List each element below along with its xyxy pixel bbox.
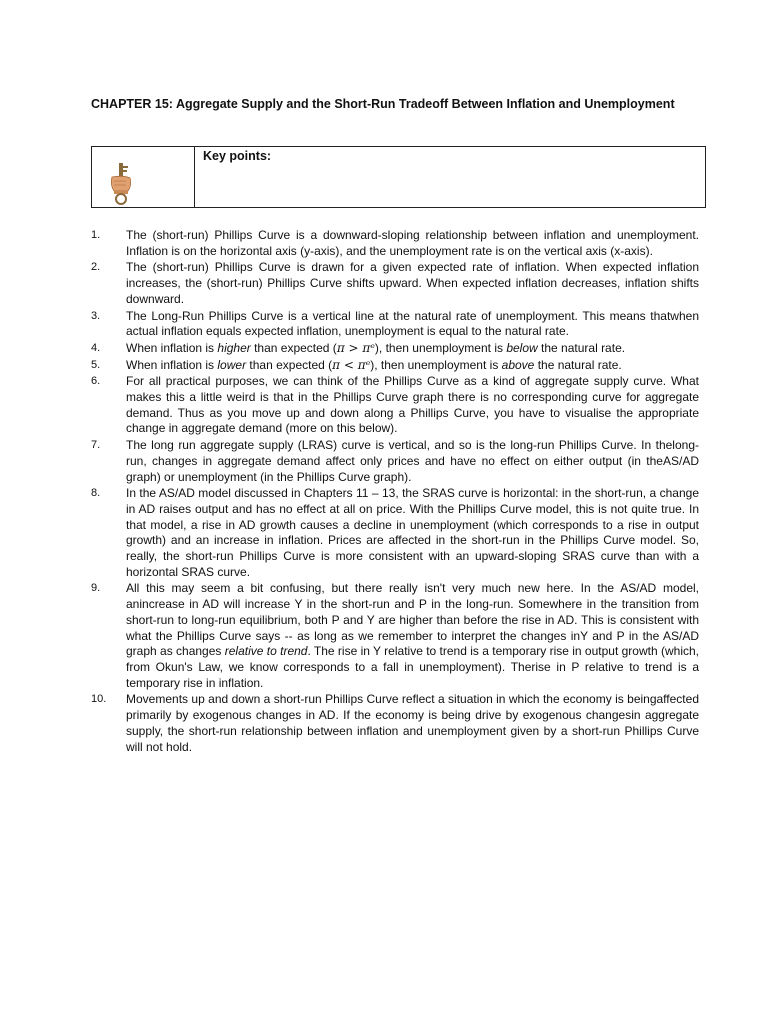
- list-item: [91, 341, 699, 357]
- list-item: [91, 692, 699, 755]
- item-text: When inflation is: [126, 357, 218, 372]
- item-text: In the AS/AD model discussed in Chapters 11 – 13, the SRAS curve is horizontal: in the short-run, a change in AD raises output and has no effect at all on price. With the Phillips Curve model, this is not quite true. In that model, a rise in AD growth causes a decline in unemployment (which corresponds to a rise in output growth) and an increase in inflation. Prices are affected in the short-run in the Phillips Curve model. So, really, the short-run Phillips Curve is more consistent with an upward-sloping SRAS curve than with a horizontal SRAS curve.: [126, 486, 699, 579]
- item-text: than expected (: [250, 340, 337, 355]
- item-number: 7.: [91, 439, 101, 452]
- list-item: [91, 309, 699, 340]
- emphasis: relative to trend: [224, 644, 308, 659]
- math-expression: π < πᵉ: [332, 357, 371, 372]
- item-number: 4.: [91, 341, 101, 354]
- list-item: [91, 438, 699, 485]
- item-text: ), then unemployment is: [374, 340, 507, 355]
- item-text: the natural rate.: [537, 340, 626, 355]
- key-points-label: Key points:: [203, 149, 272, 163]
- item-number: 6.: [91, 375, 101, 388]
- emphasis: lower: [217, 357, 247, 372]
- list-item: [91, 358, 699, 374]
- emphasis: higher: [217, 340, 251, 355]
- math-expression: π > πᵉ: [336, 340, 375, 355]
- key-points-list: [91, 228, 699, 756]
- item-number: 9.: [91, 582, 101, 595]
- item-text: . The rise in Y relative to trend is a temporary rise in output growth (which, from Okun's Law, we know corresponds to a fall in unemployment). Therise in P relative to trend is a temporary rise in inflation.: [126, 644, 699, 690]
- item-text: Movements up and down a short-run Phillips Curve reflect a situation in which the economy is beingaffected primarily by exogenous changes in AD. If the economy is being drive by exogenous changesin aggregate supply, the short-run relationship between inflation and unemployment given by a short-run Phillips Curve will not hold.: [126, 692, 699, 754]
- emphasis: above: [501, 357, 535, 372]
- chapter-title: CHAPTER 15: Aggregate Supply and the Short-Run Tradeoff Between Inflation and Unemployment: [91, 97, 675, 111]
- item-text: ), then unemployment is: [370, 357, 502, 372]
- item-text: For all practical purposes, we can think of the Phillips Curve as a kind of aggregate supply curve. What makes this a little weird is that in the Phillips Curve graph there is no corresponding curve for aggregate demand. Thus as you move up and down along a Phillips Curve, you have to visualise the appropriate change in aggregate demand (more on this below).: [126, 374, 699, 436]
- key-in-hand-icon: [108, 163, 136, 205]
- item-number: 3.: [91, 309, 101, 322]
- item-text: The Long-Run Phillips Curve is a vertical line at the natural rate of unemployment. This means thatwhen actual inflation equals expected inflation, unemployment is equal to the natural rate.: [126, 308, 699, 339]
- item-number: 5.: [91, 358, 101, 371]
- list-item: [91, 228, 699, 259]
- key-points-icon-cell: [92, 147, 195, 207]
- list-item: [91, 374, 699, 437]
- item-text: The long run aggregate supply (LRAS) curve is vertical, and so is the long-run Phillips Curve. In thelong-run, changes in aggregate demand affect only prices and have no effect on either output (in theAS/AD graph) or unemployment (in the Phillips Curve graph).: [126, 438, 699, 484]
- list-item: [91, 581, 699, 691]
- list-item: [91, 260, 699, 307]
- item-text: All this may seem a bit confusing, but there really isn't very much new here. In the AS/AD model, anincrease in AD will increase Y in the short-run and P in the long-run. Somewhere in the transition from short-run to long-run equilibrium, both P and Y are higher than before the rise in AD. This is consistent with what the Phillips Curve says -- as long as we remember to interpret the changes inY and P in the AS/AD graph as changes: [126, 581, 699, 659]
- item-text: When inflation is: [126, 340, 218, 355]
- item-text: The (short-run) Phillips Curve is a downward-sloping relationship between inflation and unemployment. Inflation is on the horizontal axis (y-axis), and the unemployment rate is on the vertical axis (x-axis).: [126, 228, 699, 258]
- item-text: the natural rate.: [534, 357, 622, 372]
- item-number: 2.: [91, 261, 101, 274]
- emphasis: below: [506, 340, 538, 355]
- item-number: 10.: [91, 693, 107, 706]
- list-item: [91, 486, 699, 580]
- item-text: The (short-run) Phillips Curve is drawn for a given expected rate of inflation. When expected inflation increases, the (short-run) Phillips Curve shifts upward. When expected inflation decreases, inflation shifts downward.: [126, 260, 699, 306]
- item-text: than expected (: [246, 357, 333, 372]
- key-points-box: [91, 146, 706, 208]
- item-number: 8.: [91, 487, 101, 500]
- item-number: 1.: [91, 229, 101, 241]
